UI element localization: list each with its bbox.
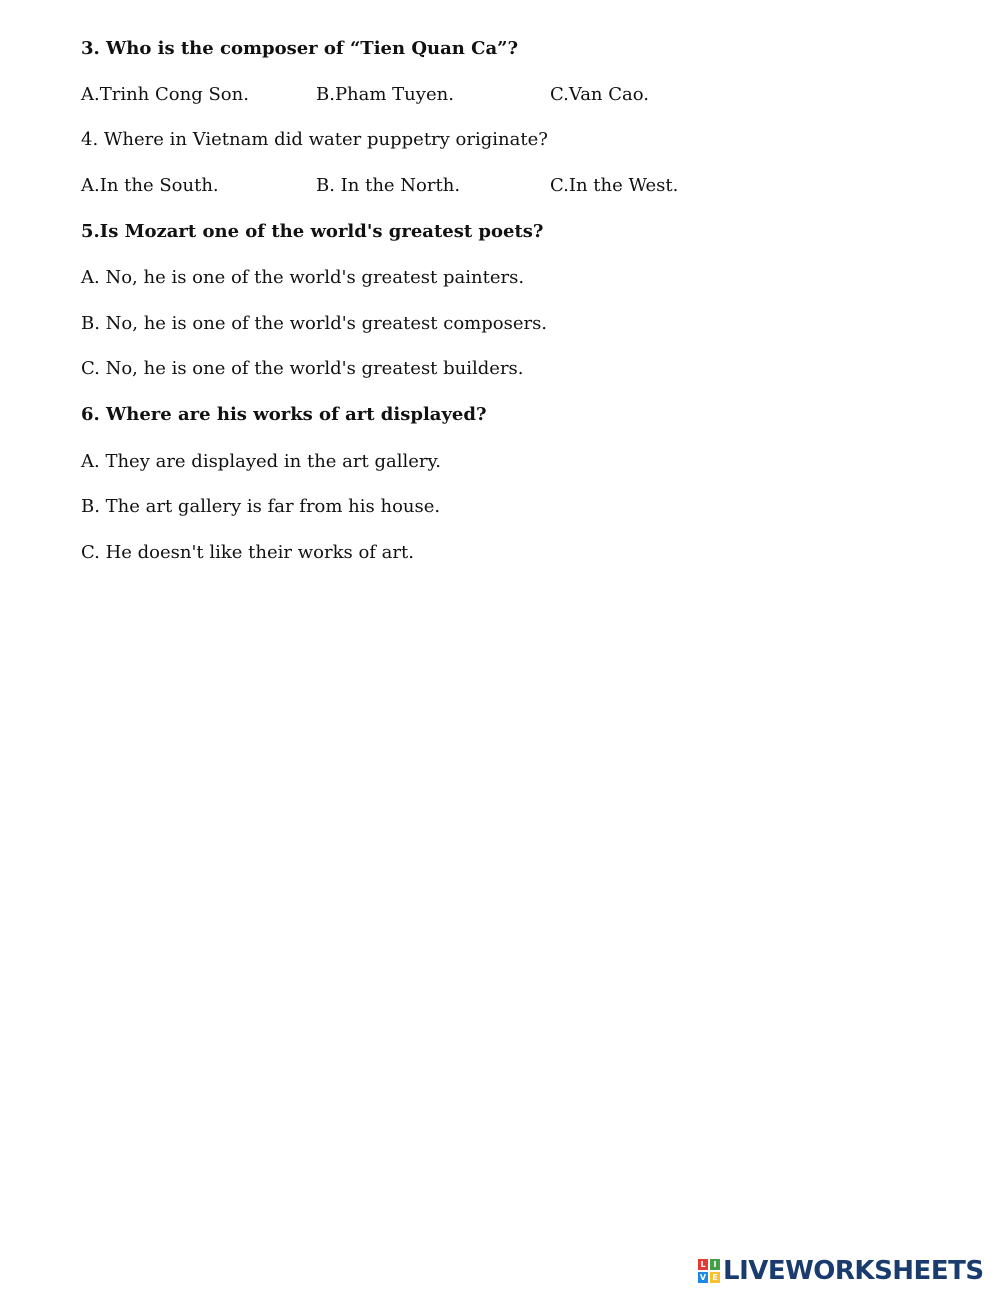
question-6: 6. Where are his works of art displayed? bbox=[81, 404, 487, 425]
question-6-option-b: B. The art gallery is far from his house. bbox=[81, 496, 441, 517]
question-3: 3. Who is the composer of “Tien Quan Ca”? bbox=[81, 38, 519, 59]
question-4: 4. Where in Vietnam did water puppetry originate? bbox=[81, 129, 548, 150]
logo-tile-e: E bbox=[710, 1272, 720, 1283]
logo-tile-v: V bbox=[699, 1273, 707, 1282]
logo-tile-l: L bbox=[698, 1259, 708, 1270]
question-5: 5.Is Mozart one of the world's greatest poets? bbox=[81, 221, 544, 242]
liveworksheets-logo bbox=[698, 1257, 984, 1285]
question-6-option-a: A. They are displayed in the art gallery. bbox=[81, 451, 441, 472]
question-4-option-c: C.In the West. bbox=[550, 175, 679, 196]
question-4-option-a: A.In the South. bbox=[81, 175, 219, 196]
logo-mark-icon bbox=[698, 1259, 720, 1283]
question-4-option-b: B. In the North. bbox=[316, 175, 461, 196]
question-5-option-a: A. No, he is one of the world's greatest painters. bbox=[81, 267, 525, 288]
question-3-option-c: C.Van Cao. bbox=[550, 84, 649, 105]
question-3-option-b: B.Pham Tuyen. bbox=[316, 84, 454, 105]
logo-text: LIVEWORKSHEETS bbox=[723, 1256, 984, 1286]
question-5-option-c: C. No, he is one of the world's greatest builders. bbox=[81, 358, 524, 379]
question-5-option-b: B. No, he is one of the world's greatest composers. bbox=[81, 313, 548, 334]
question-3-option-a: A.Trinh Cong Son. bbox=[81, 84, 249, 105]
logo-tile-i: I bbox=[710, 1259, 720, 1270]
question-6-option-c: C. He doesn't like their works of art. bbox=[81, 542, 414, 563]
